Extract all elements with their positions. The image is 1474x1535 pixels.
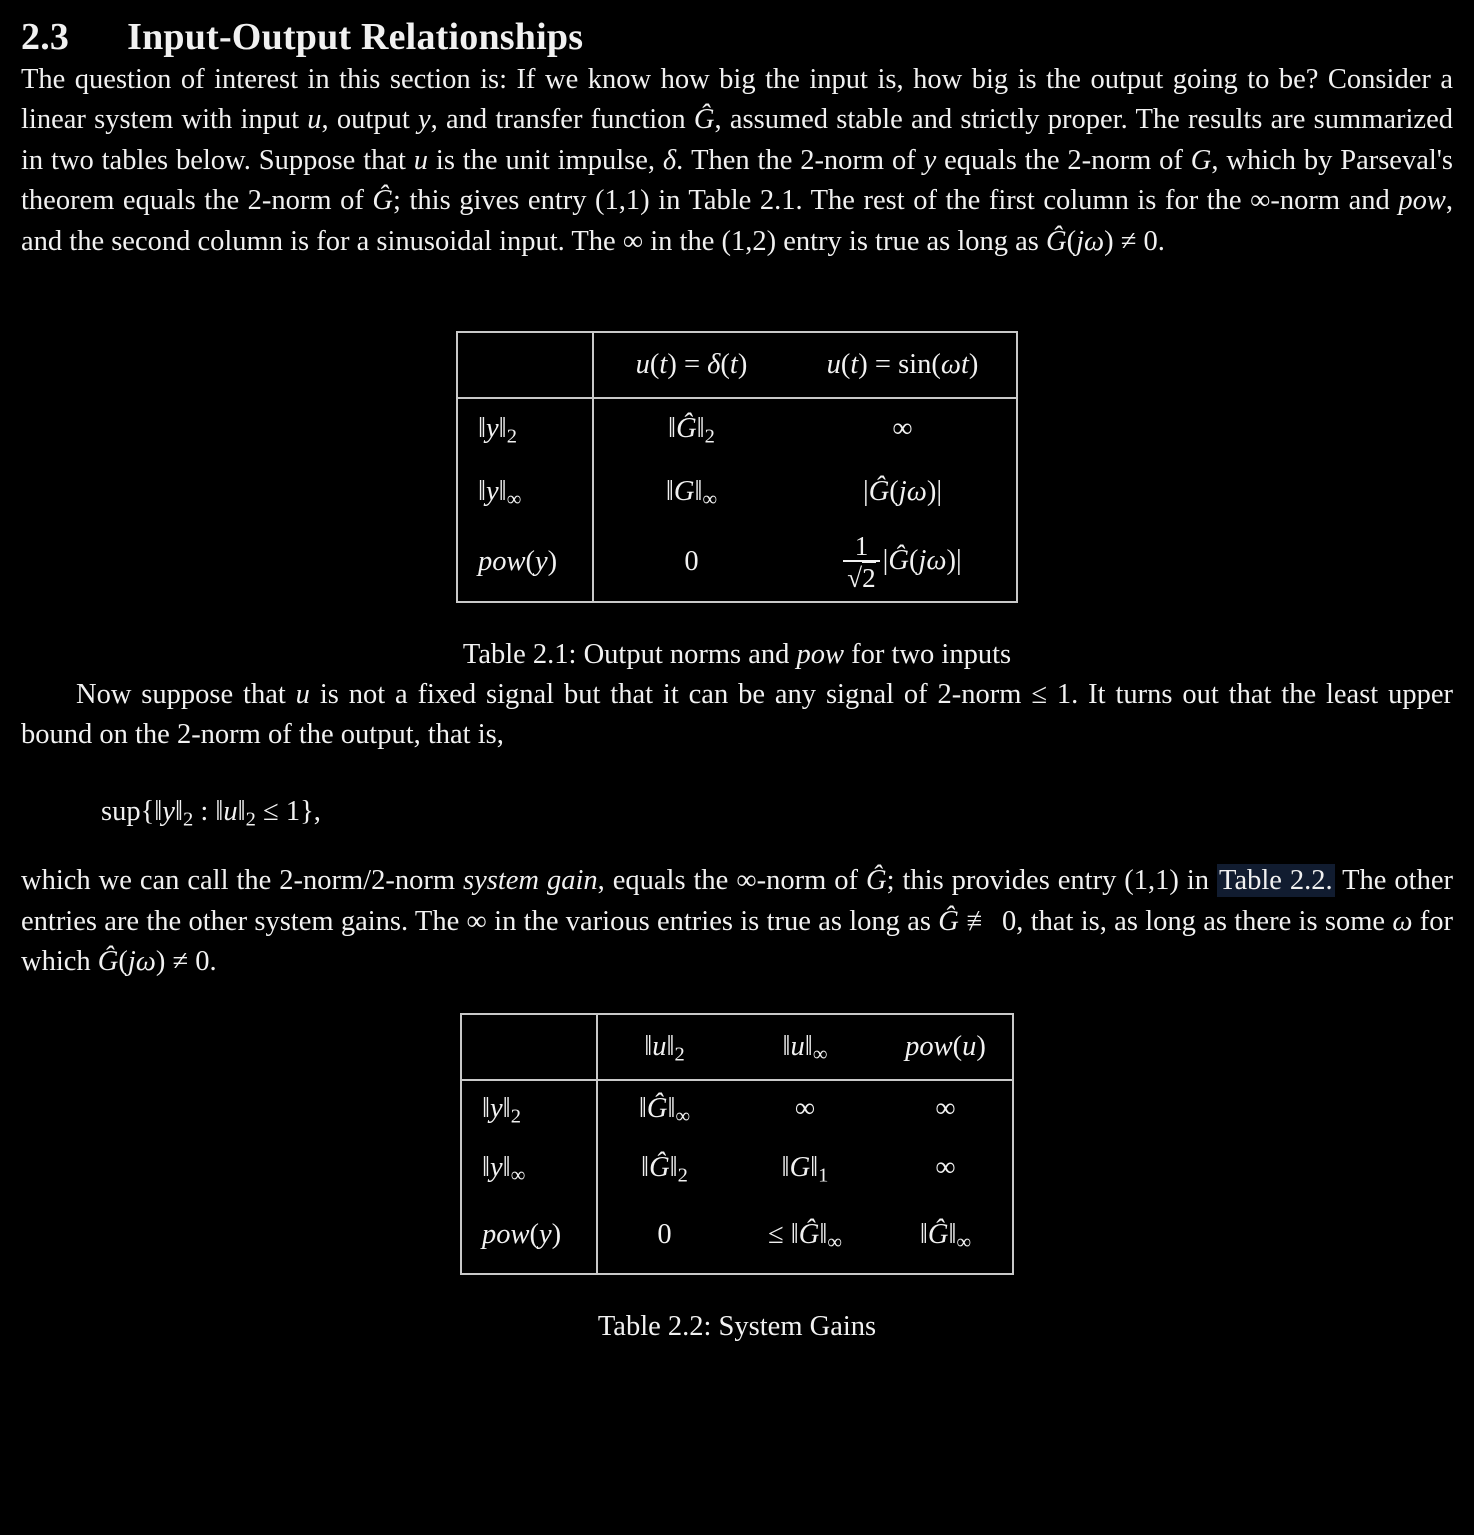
table-row xyxy=(457,398,1017,460)
table-2-2-caption: Table 2.2: System Gains xyxy=(597,1310,877,1342)
table-2-2-container xyxy=(21,1013,1453,1275)
table-cell: ∞ xyxy=(935,1151,956,1183)
table-cell: $‖y‖_2$ xyxy=(461,1080,597,1138)
table-header-cell xyxy=(461,1014,597,1080)
table-header-row xyxy=(457,332,1017,398)
table-2-1-container xyxy=(21,331,1453,603)
table-row xyxy=(457,524,1017,602)
table-cell: $‖Ĝ‖_2$ xyxy=(641,1151,688,1187)
table-cell: $‖G‖_\infty$ xyxy=(665,475,718,511)
table-cell: $‖y‖_2$ xyxy=(457,398,593,460)
table-header-cell: $‖u‖_\infty$ xyxy=(731,1014,879,1080)
table-cell: 0 xyxy=(657,1219,672,1251)
paragraph-sup-intro: Now suppose that u is not a fixed signal but that it can be any signal of 2-norm ≤ 1. It turns out that the least upper bound on the 2-norm of the output, that is, xyxy=(21,678,1453,751)
one-over-sqrt2-fraction: $\frac{1}{√2}$ xyxy=(843,532,879,593)
output-norms-table xyxy=(456,331,1018,603)
table-cell: $‖y‖_\infty$ xyxy=(461,1138,597,1198)
table-cell: pow(y) xyxy=(461,1198,597,1274)
system-gains-table xyxy=(460,1013,1014,1275)
section-heading xyxy=(21,16,1453,60)
table-cell: |Ĝ(jω)| xyxy=(862,475,943,507)
table-cell: ∞ xyxy=(892,413,913,445)
table-header-cell xyxy=(457,332,593,398)
table-cell: $‖Ĝ‖_2$ xyxy=(668,413,715,448)
table-cell: pow(y) xyxy=(457,524,593,602)
table-header-cell: pow(u) xyxy=(879,1014,1013,1080)
table-header-cell: u(t) = δ(t) xyxy=(593,332,789,398)
table-cell: ∞ xyxy=(794,1093,816,1125)
table-cell: $‖Ĝ‖_\infty$ xyxy=(919,1219,972,1254)
table-row xyxy=(461,1198,1013,1274)
table-cell: $‖y‖_\infty$ xyxy=(457,460,593,524)
paragraph-system-gain: which we can call the 2-norm/2-norm system gain, equals the ∞-norm of Ĝ; this provides entry (1,1) in Table 2.2. The other entries are the other system gains. The ∞ in the various entries is true as long as Ĝ ≢ 0, that is, as long as there is some ω for which Ĝ(jω) ≠ 0. xyxy=(21,864,1453,978)
table-row xyxy=(461,1080,1013,1138)
section-title: Input-Output Relationships xyxy=(127,16,584,58)
table-cell: $\frac{1}{√2}$ |Ĝ(jω)| xyxy=(789,524,1017,602)
document-page xyxy=(0,16,1474,1347)
table-row xyxy=(457,460,1017,524)
table-header-cell: u(t) = sin(ωt) xyxy=(789,332,1017,398)
table-cell: $‖G‖_1$ xyxy=(781,1151,829,1187)
equation-sup-norm: $sup\{‖y‖_2$ : $‖u‖_2 \le 1$}, xyxy=(101,795,321,831)
table-cell: ≤ $‖Ĝ‖_\infty$ xyxy=(767,1219,843,1254)
table-header-cell: $‖u‖_2$ xyxy=(597,1014,731,1080)
section-number: 2.3 xyxy=(21,16,70,58)
table-cell: ∞ xyxy=(935,1093,956,1125)
table-cell: 0 xyxy=(684,546,699,578)
table-header-row xyxy=(461,1014,1013,1080)
table-2-2-link[interactable]: Table 2.2. xyxy=(1219,864,1333,896)
table-cell: $‖Ĝ‖_\infty$ xyxy=(638,1093,691,1128)
table-row xyxy=(461,1138,1013,1198)
paragraph-intro: The question of interest in this section is: If we know how big the input is, how big is the output going to be? Consider a linear system with input u, output y, and transfer function Ĝ, assumed stable and strictly proper. The results are summarized in two tables below. Suppose that u is the unit impulse, δ. Then the 2-norm of y equals the 2-norm of G, which by Parseval's theorem equals the 2-norm of Ĝ; this gives entry (1,1) in Table 2.1. The rest of the first column is for the ∞-norm and pow, and the second column is for a sinusoidal input. The ∞ in the (1,2) entry is true as long as Ĝ(jω) ≠ 0. xyxy=(21,63,1453,258)
table-2-1-caption: Table 2.1: Output norms and pow for two inputs xyxy=(462,638,1012,670)
